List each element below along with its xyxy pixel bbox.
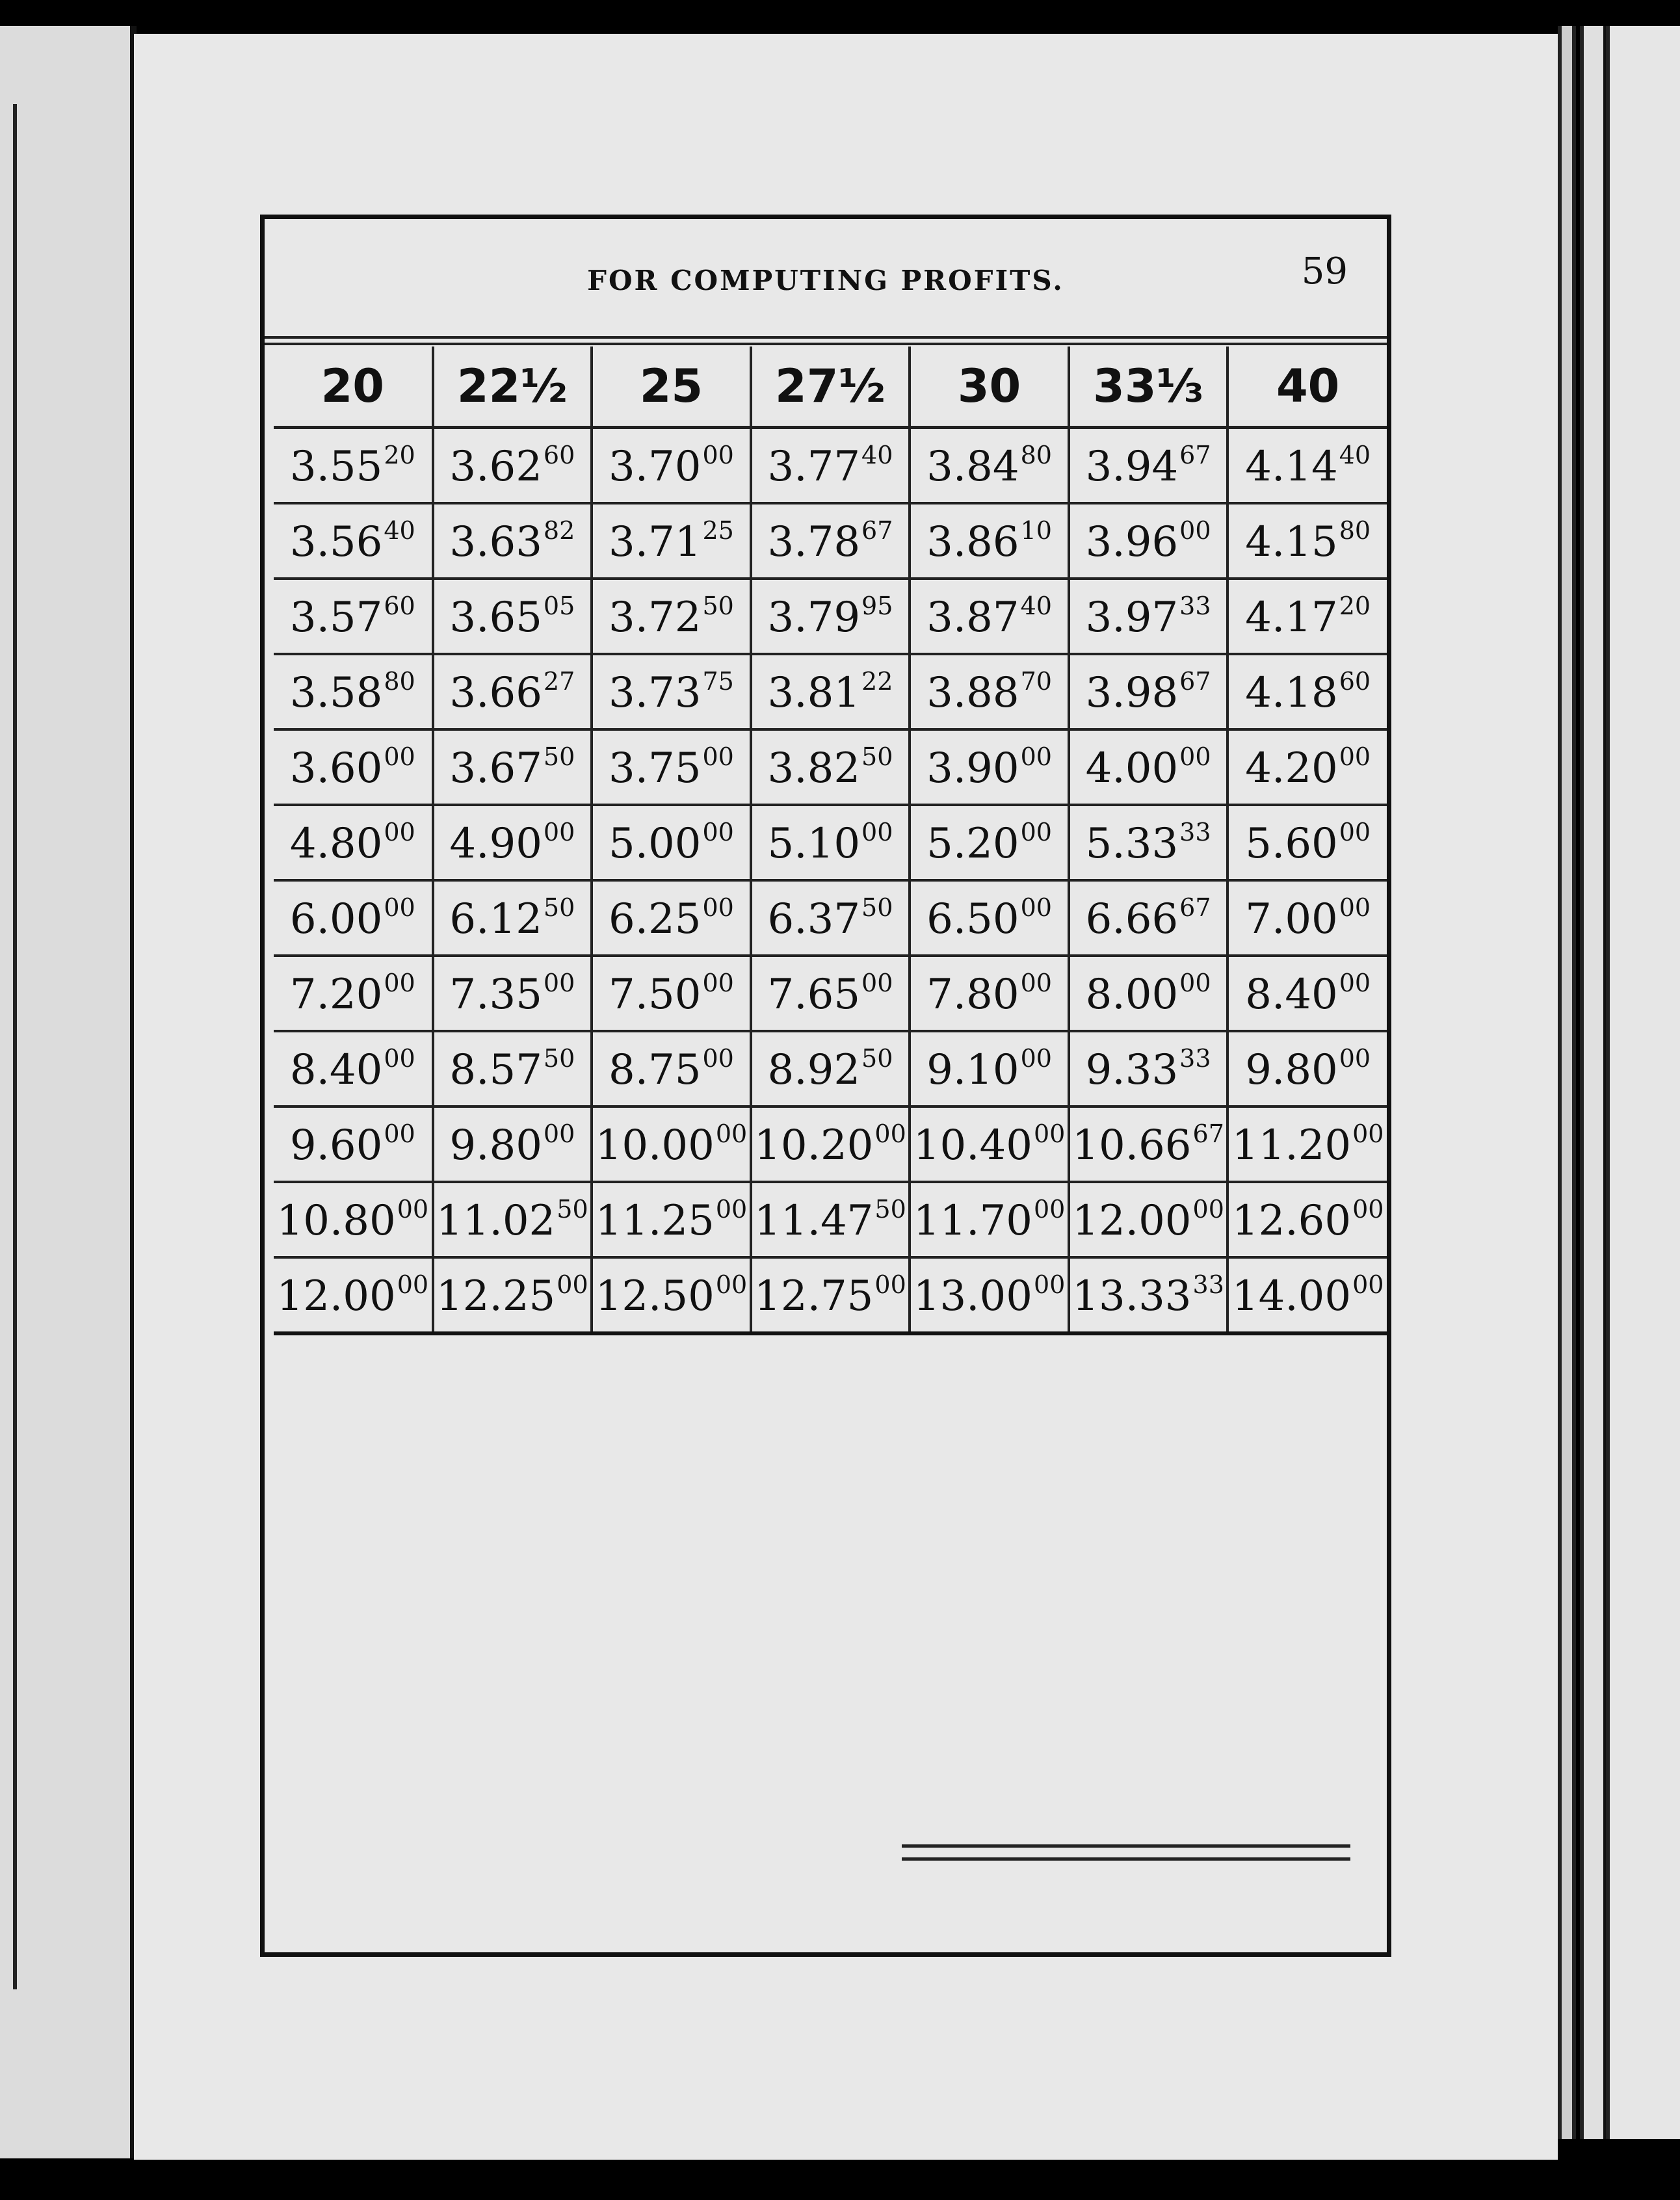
cell-dollars: 5.60 — [1245, 819, 1338, 868]
table-cell — [1069, 805, 1228, 880]
table-cell — [274, 805, 433, 880]
cell-cents-superscript: 00 — [861, 817, 893, 846]
table-cell — [1069, 654, 1228, 729]
cell-dollars: 3.81 — [767, 668, 861, 717]
table-cell — [910, 1182, 1069, 1257]
cell-cents-superscript: 00 — [1339, 742, 1371, 771]
cell-dollars: 7.35 — [449, 970, 542, 1019]
profits-table — [274, 347, 1387, 1335]
table-cell — [433, 654, 592, 729]
cell-cents-superscript: 00 — [1192, 1194, 1224, 1224]
cell-cents-superscript: 00 — [702, 440, 734, 469]
table-cell — [433, 1107, 592, 1182]
cell-cents-superscript: 00 — [702, 817, 734, 846]
cell-dollars: 3.70 — [608, 442, 702, 491]
table-row — [274, 1107, 1387, 1182]
cell-dollars: 4.90 — [449, 819, 542, 868]
cell-dollars: 4.80 — [289, 819, 383, 868]
table-cell — [433, 1257, 592, 1333]
cell-cents-superscript: 70 — [1020, 666, 1052, 696]
cell-dollars: 3.87 — [926, 593, 1019, 642]
table-cell — [433, 805, 592, 880]
table-cell — [274, 1031, 433, 1107]
cell-dollars: 3.73 — [608, 668, 702, 717]
table-cell — [592, 1182, 751, 1257]
cell-cents-superscript: 00 — [1352, 1194, 1384, 1224]
cell-cents-superscript: 00 — [1179, 968, 1211, 997]
cell-cents-superscript: 50 — [543, 742, 575, 771]
table-cell — [274, 956, 433, 1031]
cell-cents-superscript: 00 — [715, 1194, 748, 1224]
cell-dollars: 10.40 — [913, 1121, 1032, 1170]
cell-dollars: 3.55 — [289, 442, 383, 491]
cell-cents-superscript: 00 — [1020, 893, 1052, 922]
left-page-edge — [0, 26, 137, 2158]
cell-dollars: 10.80 — [276, 1196, 396, 1245]
table-cell — [910, 956, 1069, 1031]
cell-dollars: 5.33 — [1085, 819, 1179, 868]
cell-cents-superscript: 00 — [1352, 1119, 1384, 1148]
table-cell — [910, 729, 1069, 805]
cell-cents-superscript: 00 — [397, 1270, 429, 1299]
table-row — [274, 428, 1387, 504]
table-row — [274, 654, 1387, 729]
table-row — [274, 579, 1387, 654]
cell-cents-superscript: 40 — [861, 440, 893, 469]
column-header: 22½ — [433, 347, 592, 428]
cell-cents-superscript: 00 — [543, 968, 575, 997]
cell-dollars: 3.57 — [289, 593, 383, 642]
table-cell — [592, 729, 751, 805]
table-row — [274, 880, 1387, 956]
cell-cents-superscript: 00 — [543, 1119, 575, 1148]
table-cell — [751, 1182, 910, 1257]
cell-cents-superscript: 00 — [557, 1270, 588, 1299]
cell-cents-superscript: 50 — [702, 591, 734, 620]
column-header: 33⅓ — [1069, 347, 1228, 428]
cell-dollars: 3.90 — [926, 744, 1019, 792]
table-cell — [592, 805, 751, 880]
cell-dollars: 4.15 — [1245, 517, 1338, 566]
table-cell — [592, 956, 751, 1031]
cell-cents-superscript: 80 — [1020, 440, 1052, 469]
table-cell — [274, 1182, 433, 1257]
cell-cents-superscript: 00 — [702, 893, 734, 922]
cell-dollars: 3.58 — [289, 668, 383, 717]
table-cell — [274, 579, 433, 654]
cell-dollars: 6.00 — [289, 895, 383, 943]
cell-cents-superscript: 00 — [1339, 817, 1371, 846]
cell-cents-superscript: 00 — [1339, 893, 1371, 922]
cell-dollars: 3.56 — [289, 517, 383, 566]
table-cell — [1069, 428, 1228, 504]
cell-cents-superscript: 60 — [1339, 666, 1371, 696]
table-cell — [1069, 729, 1228, 805]
cell-dollars: 12.00 — [1072, 1196, 1192, 1245]
cell-dollars: 14.00 — [1231, 1272, 1352, 1320]
cell-cents-superscript: 00 — [1033, 1270, 1066, 1299]
table-cell — [274, 1107, 433, 1182]
cell-cents-superscript: 50 — [557, 1194, 588, 1224]
cell-dollars: 9.33 — [1085, 1045, 1179, 1094]
cell-dollars: 8.57 — [449, 1045, 542, 1094]
cell-dollars: 13.00 — [913, 1272, 1032, 1320]
table-cell — [910, 1031, 1069, 1107]
page-number: 59 — [1301, 250, 1348, 293]
cell-cents-superscript: 40 — [1020, 591, 1052, 620]
cell-cents-superscript: 50 — [543, 1043, 575, 1073]
cell-dollars: 9.80 — [1245, 1045, 1338, 1094]
cell-dollars: 3.84 — [926, 442, 1019, 491]
table-cell — [592, 880, 751, 956]
page-stack-edge — [1580, 26, 1608, 2139]
cell-dollars: 11.20 — [1231, 1121, 1352, 1170]
table-cell — [433, 503, 592, 579]
cell-dollars: 3.97 — [1085, 593, 1179, 642]
table-cell — [274, 729, 433, 805]
cell-cents-superscript: 67 — [1192, 1119, 1224, 1148]
table-cell — [751, 503, 910, 579]
cell-dollars: 6.25 — [608, 895, 702, 943]
cell-dollars: 3.63 — [449, 517, 542, 566]
table-cell — [1227, 805, 1387, 880]
table-cell — [1227, 729, 1387, 805]
table-cell — [433, 1182, 592, 1257]
table-cell — [1227, 503, 1387, 579]
cell-dollars: 5.00 — [608, 819, 702, 868]
cell-cents-superscript: 67 — [861, 516, 893, 545]
cell-cents-superscript: 20 — [384, 440, 415, 469]
cell-cents-superscript: 33 — [1192, 1270, 1224, 1299]
table-header-row — [274, 347, 1387, 428]
cell-cents-superscript: 95 — [861, 591, 893, 620]
cell-cents-superscript: 22 — [861, 666, 893, 696]
cell-cents-superscript: 80 — [1339, 516, 1371, 545]
cell-dollars: 5.10 — [767, 819, 861, 868]
table-cell — [1227, 428, 1387, 504]
cell-cents-superscript: 00 — [1020, 968, 1052, 997]
cell-dollars: 8.40 — [289, 1045, 383, 1094]
table-cell — [910, 654, 1069, 729]
cell-cents-superscript: 50 — [874, 1194, 906, 1224]
cell-dollars: 6.50 — [926, 895, 1019, 943]
cell-dollars: 6.37 — [767, 895, 861, 943]
table-cell — [751, 654, 910, 729]
cell-dollars: 6.12 — [449, 895, 542, 943]
cell-cents-superscript: 82 — [543, 516, 575, 545]
table-cell — [1069, 1107, 1228, 1182]
table-cell — [1069, 880, 1228, 956]
cell-dollars: 10.20 — [754, 1121, 874, 1170]
running-head: FOR COMPUTING PROFITS. — [587, 265, 1064, 296]
table-cell — [751, 880, 910, 956]
cell-dollars: 4.18 — [1245, 668, 1338, 717]
table-cell — [910, 1107, 1069, 1182]
table-cell — [1227, 956, 1387, 1031]
table-cell — [1227, 1257, 1387, 1333]
decorative-rule — [902, 1857, 1350, 1861]
page-stack-edge — [1558, 26, 1576, 2139]
cell-cents-superscript: 40 — [384, 516, 415, 545]
cell-dollars: 4.20 — [1245, 744, 1338, 792]
table-row — [274, 956, 1387, 1031]
cell-cents-superscript: 00 — [384, 968, 415, 997]
table-cell — [592, 1031, 751, 1107]
cell-cents-superscript: 50 — [861, 893, 893, 922]
cell-cents-superscript: 00 — [1033, 1119, 1066, 1148]
cell-dollars: 11.70 — [913, 1196, 1032, 1245]
cell-cents-superscript: 00 — [384, 817, 415, 846]
cell-cents-superscript: 00 — [702, 1043, 734, 1073]
table-cell — [1069, 1182, 1228, 1257]
cell-dollars: 7.65 — [767, 970, 861, 1019]
cell-cents-superscript: 25 — [702, 516, 734, 545]
cell-dollars: 4.17 — [1245, 593, 1338, 642]
cell-dollars: 3.94 — [1085, 442, 1179, 491]
table-cell — [592, 1107, 751, 1182]
cell-cents-superscript: 00 — [1033, 1194, 1066, 1224]
cell-dollars: 12.60 — [1231, 1196, 1352, 1245]
cell-dollars: 3.72 — [608, 593, 702, 642]
table-cell — [751, 956, 910, 1031]
cell-dollars: 3.88 — [926, 668, 1019, 717]
cell-cents-superscript: 00 — [1020, 817, 1052, 846]
cell-cents-superscript: 00 — [702, 968, 734, 997]
table-cell — [1069, 1031, 1228, 1107]
cell-dollars: 3.65 — [449, 593, 542, 642]
table-cell — [433, 880, 592, 956]
column-header: 27½ — [751, 347, 910, 428]
cell-dollars: 3.86 — [926, 517, 1019, 566]
table-cell — [274, 654, 433, 729]
table-row — [274, 1257, 1387, 1333]
cell-cents-superscript: 33 — [1179, 817, 1211, 846]
cell-cents-superscript: 50 — [543, 893, 575, 922]
cell-cents-superscript: 00 — [1020, 742, 1052, 771]
cell-dollars: 3.96 — [1085, 517, 1179, 566]
cell-dollars: 4.14 — [1245, 442, 1338, 491]
table-row — [274, 1031, 1387, 1107]
table-cell — [910, 428, 1069, 504]
cell-dollars: 3.77 — [767, 442, 861, 491]
cell-dollars: 9.10 — [926, 1045, 1019, 1094]
cell-dollars: 3.66 — [449, 668, 542, 717]
cell-cents-superscript: 00 — [1020, 1043, 1052, 1073]
cell-cents-superscript: 00 — [384, 742, 415, 771]
table-cell — [1069, 1257, 1228, 1333]
table-cell — [910, 503, 1069, 579]
table-cell — [433, 579, 592, 654]
table-cell — [592, 579, 751, 654]
page-stack-edge — [1606, 26, 1680, 2139]
table-cell — [274, 428, 433, 504]
table-cell — [1227, 1107, 1387, 1182]
cell-cents-superscript: 05 — [543, 591, 575, 620]
table-cell — [433, 1031, 592, 1107]
cell-cents-superscript: 00 — [715, 1119, 748, 1148]
page-header — [265, 219, 1387, 339]
cell-dollars: 7.20 — [289, 970, 383, 1019]
decorative-rule — [902, 1844, 1350, 1848]
table-cell — [751, 1031, 910, 1107]
cell-cents-superscript: 00 — [861, 968, 893, 997]
cell-dollars: 3.62 — [449, 442, 542, 491]
cell-dollars: 8.00 — [1085, 970, 1179, 1019]
cell-dollars: 11.47 — [754, 1196, 874, 1245]
cell-cents-superscript: 00 — [384, 1043, 415, 1073]
table-cell — [1227, 1031, 1387, 1107]
table-cell — [1227, 654, 1387, 729]
cell-cents-superscript: 00 — [397, 1194, 429, 1224]
cell-cents-superscript: 00 — [1339, 1043, 1371, 1073]
cell-dollars: 9.60 — [289, 1121, 383, 1170]
cell-dollars: 4.00 — [1085, 744, 1179, 792]
cell-dollars: 10.00 — [595, 1121, 715, 1170]
table-cell — [1227, 579, 1387, 654]
cell-dollars: 8.92 — [767, 1045, 861, 1094]
cell-dollars: 3.67 — [449, 744, 542, 792]
cell-dollars: 12.25 — [436, 1272, 556, 1320]
table-row — [274, 729, 1387, 805]
cell-dollars: 10.66 — [1072, 1121, 1192, 1170]
table-cell — [592, 428, 751, 504]
cell-cents-superscript: 60 — [543, 440, 575, 469]
cell-cents-superscript: 00 — [1179, 516, 1211, 545]
cell-dollars: 3.79 — [767, 593, 861, 642]
table-cell — [751, 579, 910, 654]
cell-cents-superscript: 00 — [702, 742, 734, 771]
cell-dollars: 3.75 — [608, 744, 702, 792]
cell-cents-superscript: 00 — [1352, 1270, 1384, 1299]
cell-cents-superscript: 00 — [384, 893, 415, 922]
table-cell — [751, 428, 910, 504]
table-cell — [1069, 503, 1228, 579]
cell-cents-superscript: 00 — [715, 1270, 748, 1299]
cell-cents-superscript: 80 — [384, 666, 415, 696]
cell-dollars: 6.66 — [1085, 895, 1179, 943]
cell-cents-superscript: 40 — [1339, 440, 1371, 469]
cell-cents-superscript: 00 — [543, 817, 575, 846]
column-header: 30 — [910, 347, 1069, 428]
cell-dollars: 8.75 — [608, 1045, 702, 1094]
cell-cents-superscript: 67 — [1179, 440, 1211, 469]
cell-cents-superscript: 60 — [384, 591, 415, 620]
table-cell — [910, 880, 1069, 956]
column-header: 25 — [592, 347, 751, 428]
cell-cents-superscript: 67 — [1179, 893, 1211, 922]
table-cell — [1227, 1182, 1387, 1257]
cell-cents-superscript: 10 — [1020, 516, 1052, 545]
cell-cents-superscript: 00 — [874, 1119, 906, 1148]
cell-cents-superscript: 00 — [384, 1119, 415, 1148]
cell-dollars: 13.33 — [1072, 1272, 1192, 1320]
left-page-border-line — [0, 104, 17, 1989]
cell-dollars: 8.40 — [1245, 970, 1338, 1019]
table-cell — [433, 729, 592, 805]
table-cell — [274, 1257, 433, 1333]
cell-cents-superscript: 20 — [1339, 591, 1371, 620]
table-cell — [592, 654, 751, 729]
cell-dollars: 9.80 — [449, 1121, 542, 1170]
cell-dollars: 12.75 — [754, 1272, 874, 1320]
table-cell — [274, 880, 433, 956]
cell-cents-superscript: 67 — [1179, 666, 1211, 696]
table-cell — [751, 1257, 910, 1333]
cell-dollars: 5.20 — [926, 819, 1019, 868]
cell-cents-superscript: 00 — [1179, 742, 1211, 771]
table-body — [274, 428, 1387, 1334]
table-cell — [592, 1257, 751, 1333]
table-cell — [1069, 956, 1228, 1031]
page-frame — [260, 215, 1391, 1957]
table-cell — [433, 428, 592, 504]
cell-cents-superscript: 27 — [543, 666, 575, 696]
cell-cents-superscript: 50 — [861, 1043, 893, 1073]
cell-dollars: 3.71 — [608, 517, 702, 566]
cell-cents-superscript: 75 — [702, 666, 734, 696]
cell-dollars: 12.00 — [276, 1272, 396, 1320]
cell-dollars: 7.00 — [1245, 895, 1338, 943]
cell-cents-superscript: 00 — [874, 1270, 906, 1299]
column-header: 40 — [1227, 347, 1387, 428]
table-cell — [433, 956, 592, 1031]
table-row — [274, 503, 1387, 579]
cell-cents-superscript: 00 — [1339, 968, 1371, 997]
table-cell — [910, 1257, 1069, 1333]
column-header: 20 — [274, 347, 433, 428]
table-cell — [592, 503, 751, 579]
table-cell — [1227, 880, 1387, 956]
table-cell — [274, 503, 433, 579]
cell-dollars: 7.80 — [926, 970, 1019, 1019]
table-row — [274, 1182, 1387, 1257]
table-row — [274, 805, 1387, 880]
cell-dollars: 3.78 — [767, 517, 861, 566]
cell-dollars: 3.98 — [1085, 668, 1179, 717]
cell-cents-superscript: 33 — [1179, 1043, 1211, 1073]
table-cell — [910, 579, 1069, 654]
cell-dollars: 12.50 — [595, 1272, 715, 1320]
table-cell — [910, 805, 1069, 880]
table-cell — [751, 729, 910, 805]
cell-dollars: 7.50 — [608, 970, 702, 1019]
cell-dollars: 3.60 — [289, 744, 383, 792]
cell-dollars: 11.02 — [436, 1196, 556, 1245]
cell-cents-superscript: 33 — [1179, 591, 1211, 620]
cell-cents-superscript: 50 — [861, 742, 893, 771]
cell-dollars: 3.82 — [767, 744, 861, 792]
table-cell — [751, 805, 910, 880]
table-cell — [751, 1107, 910, 1182]
table-cell — [1069, 579, 1228, 654]
cell-dollars: 11.25 — [595, 1196, 715, 1245]
